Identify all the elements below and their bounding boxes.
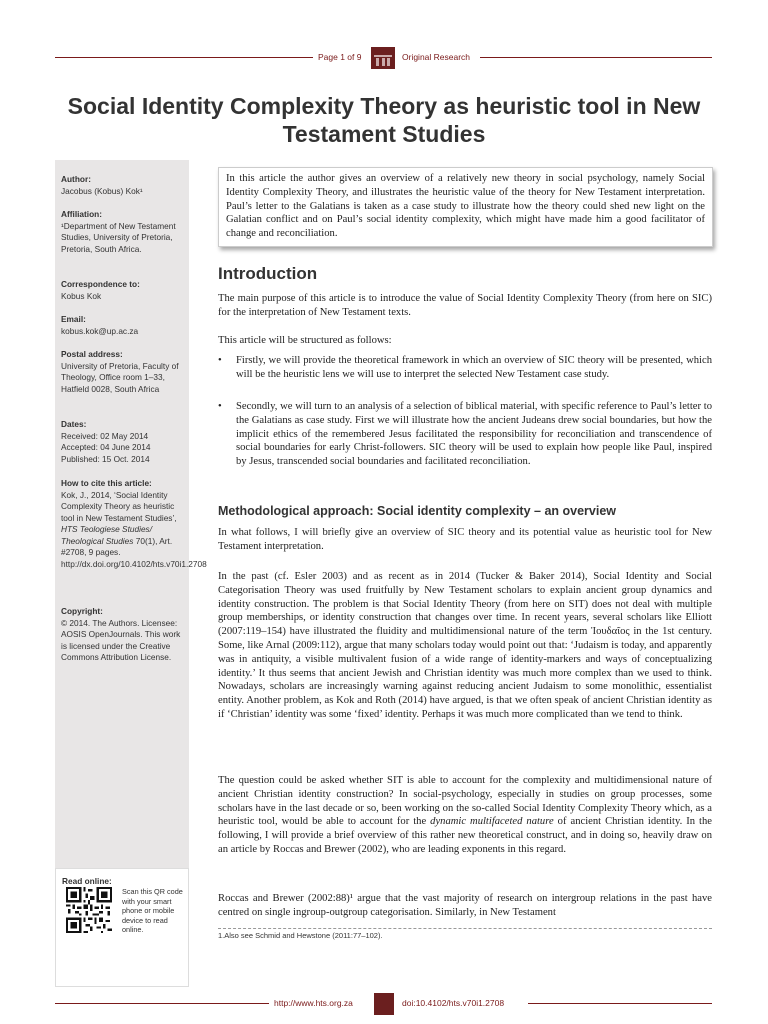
email-link[interactable]: kobus.kok@up.ac.za	[61, 325, 139, 336]
citation-block	[61, 478, 207, 570]
postal-label: Postal address:	[61, 349, 123, 359]
article-title: Social Identity Complexity Theory as heuristic tool in New Testament Studies	[67, 93, 701, 147]
copyright-text: © 2014. The Authors. Licensee: AOSIS OpenJournals. This work is licensed under the Creative Commons Attribution License.	[61, 617, 181, 662]
method-heading: Methodological approach: Social identity complexity – an overview	[218, 504, 617, 518]
footer-rule-left	[55, 1003, 269, 1004]
introduction-heading: Introduction	[218, 264, 318, 283]
method-paragraph-1: In what follows, I will briefly give an overview of SIC theory and its potential value as heuristic tool for New Testament interpretation.	[218, 527, 712, 552]
email-label: Email:	[61, 314, 86, 324]
affiliation-text: ¹Department of New Testament Studies, University of Pretoria, Pretoria, South Africa.	[61, 220, 176, 254]
affiliation-block	[61, 209, 187, 255]
bullet-icon: •	[218, 401, 222, 412]
postal-block	[61, 349, 187, 395]
journal-url-link[interactable]: http://www.hts.org.za	[274, 998, 353, 1008]
correspondence-block	[61, 279, 187, 302]
read-online-box	[55, 868, 189, 987]
abstract-box	[218, 167, 713, 247]
footer-logo-block	[374, 993, 394, 1015]
journal-logo-icon	[371, 47, 395, 69]
qr-instructions: Scan this QR code with your smart phone or mobile device to read online.	[122, 887, 183, 934]
citation-post[interactable]: 70(1), Art. #2708, 9 pages. http://dx.doi.org/10.4102/hts.v70i1.2708	[61, 535, 207, 569]
method-paragraph-2: In the past (cf. Esler 2003) and as recent as in 2014 (Tucker & Baker 2014), Social Identity and Social Categorisation Theory was used fruitfully by New Testament scholars to explain ancient group dynamics and identity construction. The problem is that Social Identity Theory (from here on SIT) does not deal with multiple group memberships, or identity construction that changes over time. In recent years, several scholars like Elliott (2007:119–154) have illustrated the fluidity and multidimensional nature of the term Ἰουδαῖος in the 1st century. Some, like Arnal (2009:112), argue that many scholars today would point out that: ‘Judaism is today, and apparently was in antiquity, a visible multivalent fusion of a wide range of identity-markers and ways of conceptualizing identity.’ It thus seems that ancient Jewish and Christian identity was much more complex than we used to think. Nowadays, scholars are increasingly warning against reducing ancient Judaism to some monolithic, essentialist entity. Another problem, as Kok and Roth (2014) have argued, is that we often speak of ancient Christian identity as if ‘Christian’ identity was some ‘fixed’ identity. Perhaps it was much more complicated than we tend to think.	[218, 571, 712, 720]
copyright-label: Copyright:	[61, 606, 103, 616]
list-item	[218, 354, 712, 382]
date-received: Received: 02 May 2014	[61, 430, 149, 441]
dates-block	[61, 419, 187, 465]
list-item	[218, 400, 712, 469]
qr-code-icon[interactable]	[66, 887, 112, 933]
footnote-divider	[218, 928, 712, 929]
citation-journal: HTS Teologiese Studies/ Theological Studies	[61, 524, 153, 546]
intro-paragraph-1: The main purpose of this article is to introduce the value of Social Identity Complexity Theory (from here on SIC) for the interpretation of New Testament texts.	[218, 293, 712, 318]
postal-address: University of Pretoria, Faculty of Theology, Office room 1–33, Hatfield 0028, South Africa	[61, 360, 179, 394]
copyright-block	[61, 606, 187, 664]
citation-label: How to cite this article:	[61, 478, 152, 488]
intro-paragraph-2: This article will be structured as follows:	[218, 335, 392, 346]
doi-link[interactable]: doi:10.4102/hts.v70i1.2708	[402, 998, 505, 1008]
author-name: Jacobus (Kobus) Kok¹	[61, 185, 143, 196]
email-block	[61, 314, 187, 337]
footnote: 1.Also see Schmid and Hewstone (2011:77–102).	[218, 931, 383, 940]
date-published: Published: 15 Oct. 2014	[61, 453, 150, 464]
footer-rule-right	[528, 1003, 712, 1004]
header-rule-left	[55, 57, 313, 58]
author-label: Author:	[61, 174, 91, 184]
author-block	[61, 174, 187, 197]
header-rule-right	[480, 57, 712, 58]
correspondence-label: Correspondence to:	[61, 279, 140, 289]
list-item-text: Firstly, we will provide the theoretical framework in which an overview of SIC theory will be presented, which will be the heuristic lens we will use to interpret the selected New Testament case study.	[236, 355, 712, 380]
affiliation-label: Affiliation:	[61, 209, 103, 219]
page-number: Page 1 of 9	[318, 52, 362, 62]
abstract-text: In this article the author gives an overview of a relatively new theory in social psychology, namely Social Identity Complexity Theory, and illustrates the heuristic value of the theory for New Testament interpretation. Paul’s letter to the Galatians is taken as a case study to illustrate how the theory could shed new light on the Galatian conflict and on Paul’s social identity complexity, which might have made him a good facilitator of change and reconciliation.	[226, 173, 705, 240]
correspondence-name: Kobus Kok	[61, 290, 102, 301]
method-p3-emphasis: dynamic multifaceted nature	[430, 816, 554, 828]
method-p3-text: The question could be asked whether SIT is able to account for the complexity and multidimensional nature of ancient Christian identity construction? In social-psychology, especially in studies on group processes, some scholars have in the last decade or so, been working on the so-called Social Identity Complexity Theory which, as a heuristic tool, would be able to account for the	[218, 775, 712, 828]
method-paragraph-4: Roccas and Brewer (2002:88)¹ argue that the vast majority of research on intergroup relations in the past have centred on single ingroup-outgroup categorisation. Similarly, in New Testament	[218, 893, 712, 918]
method-paragraph-3	[218, 774, 712, 857]
read-online-label: Read online:	[62, 876, 112, 886]
article-type: Original Research	[402, 52, 471, 62]
date-accepted: Accepted: 04 June 2014	[61, 442, 151, 452]
citation-pre: Kok, J., 2014, ‘Social Identity Complexity Theory as heuristic tool in New Testament Studies’,	[61, 489, 177, 523]
bullet-icon: •	[218, 355, 222, 366]
dates-label: Dates:	[61, 419, 87, 429]
list-item-text: Secondly, we will turn to an analysis of a selection of biblical material, with specific reference to Paul’s letter to the Galatians as case study. First we will illustrate how the ancient Judeans drew social boundaries, but how the implicit ethics of the remembered Jesus facilitated the responsibility for reconciliation and transcendence of social boundaries for early Christ-followers. SIC theory will be used to explain how people like Paul, inspired by Jesus, transcended social boundaries and facilitated reconciliation.	[236, 401, 712, 468]
method-p3-text-end: of ancient Christian identity. In the following, I will provide a brief overview of this rather new theoretical construct, and in doing so, heavily draw on an article by Roccas and Brewer (2002), who are leading exponents in this regard.	[218, 816, 712, 855]
